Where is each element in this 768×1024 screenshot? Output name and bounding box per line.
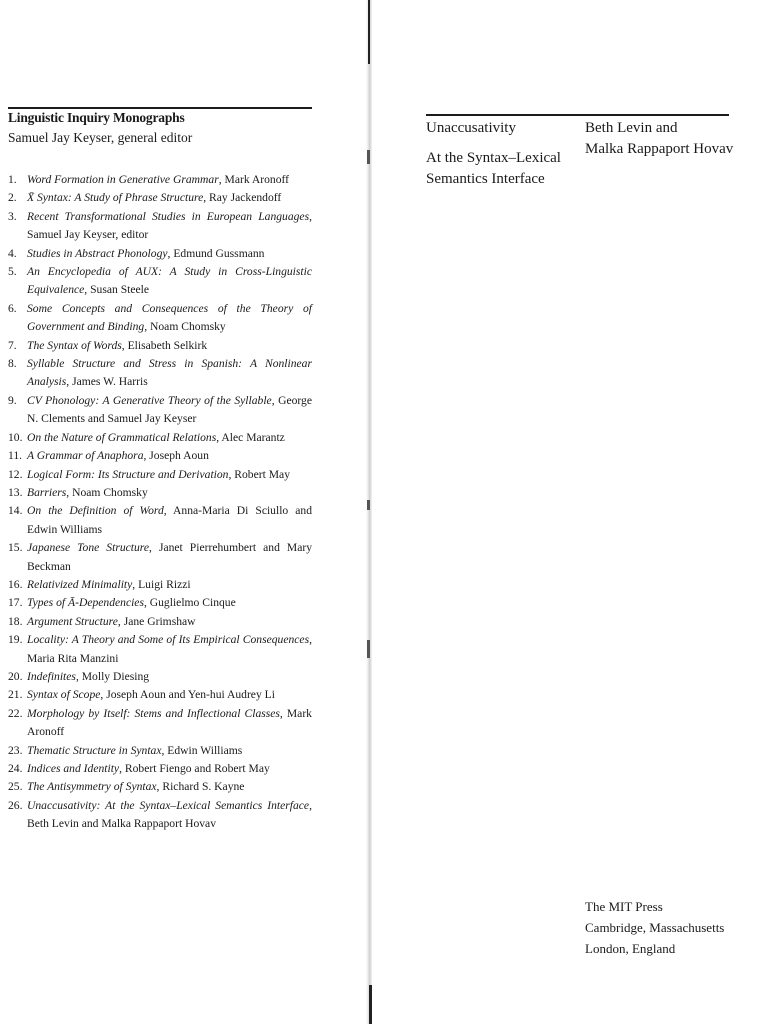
monograph-title: On the Nature of Grammatical Relations (27, 430, 217, 444)
monograph-item (8, 594, 312, 612)
monograph-title: Studies in Abstract Phonology (27, 246, 168, 260)
monograph-author: , Mark Aronoff (27, 706, 312, 739)
monograph-author: , George N. Clements and Samuel Jay Keyser (27, 393, 312, 426)
monograph-item (8, 686, 312, 704)
monograph-number: 7. (8, 338, 17, 352)
monograph-author: , Robert May (228, 467, 290, 481)
monograph-author: , Noam Chomsky (144, 320, 226, 334)
monograph-title: Some Concepts and Consequences of the Theory of Government and Binding (27, 301, 312, 334)
monograph-number: 25. (8, 780, 23, 794)
monograph-item (8, 447, 312, 465)
monograph-author: , Janet Pierrehumbert and Mary Beckman (27, 541, 313, 573)
monograph-author: , Alec Marantz (216, 430, 285, 444)
title-rule (426, 114, 729, 116)
monograph-title: CV Phonology: A Generative Theory of the Syllable (27, 393, 272, 407)
book-authors (585, 118, 755, 160)
monograph-item (8, 539, 312, 576)
publisher-imprint (585, 896, 724, 959)
monograph-item (8, 576, 312, 594)
monograph-number: 9. (8, 393, 17, 407)
monograph-author: , Robert Fiengo and Robert May (119, 762, 270, 775)
monograph-item (8, 631, 312, 668)
monograph-title: Argument Structure (27, 614, 118, 628)
monograph-item (8, 208, 312, 245)
monograph-author: , Maria Rita Manzini (27, 633, 312, 665)
book-subtitle-line-2: Semantics Interface (426, 171, 545, 187)
monograph-title: Japanese Tone Structure (27, 541, 150, 555)
monograph-author: , Molly Diesing (75, 669, 150, 683)
monograph-item (8, 171, 312, 189)
monograph-author: , Richard S. Kayne (156, 780, 245, 794)
author-line-2: Malka Rappaport Hovav (585, 141, 734, 157)
monograph-number: 24. (8, 762, 23, 775)
monograph-number: 6. (8, 301, 17, 315)
monograph-title: A Grammar of Anaphora (27, 449, 144, 463)
book-title (426, 118, 576, 190)
left-page (0, 0, 368, 1024)
series-title: Linguistic Inquiry Monographs (8, 110, 185, 125)
monograph-item (8, 668, 312, 686)
monograph-item (8, 742, 312, 760)
monograph-number: 13. (8, 485, 23, 499)
monograph-number: 8. (8, 357, 17, 371)
monograph-number: 19. (8, 633, 23, 647)
monograph-item (8, 705, 312, 742)
book-subtitle-line-1: At the Syntax–Lexical (426, 150, 561, 166)
publisher-city-2: London, England (585, 941, 676, 956)
monograph-author: , Edmund Gussmann (167, 246, 265, 260)
monograph-item (8, 760, 312, 778)
monograph-item (8, 797, 312, 834)
monograph-title: Types of Ā-Dependencies (27, 596, 144, 610)
monograph-author: , Susan Steele (84, 283, 150, 297)
monograph-title: Barriers (27, 485, 67, 499)
monograph-author: , Guglielmo Cinque (143, 596, 236, 610)
gutter-shadow-top (368, 0, 370, 64)
monograph-item (8, 337, 312, 355)
monograph-list (8, 171, 312, 834)
gutter-speck (367, 500, 370, 510)
monograph-item (8, 392, 312, 429)
monograph-title: The Antisymmetry of Syntax (27, 780, 157, 794)
monograph-author: , Edwin Williams (161, 743, 243, 757)
monograph-author: , Jane Grimshaw (117, 614, 196, 628)
monograph-number: 1. (8, 173, 17, 186)
monograph-number: 10. (8, 430, 23, 444)
monograph-title: The Syntax of Words (27, 338, 122, 352)
monograph-author: , Samuel Jay Keyser, editor (27, 209, 312, 242)
monograph-title: Logical Form: Its Structure and Derivation (27, 467, 229, 481)
monograph-title: Relativized Minimality (27, 577, 133, 591)
monograph-author: , Joseph Aoun and Yen-hui Audrey Li (100, 688, 275, 702)
monograph-number: 2. (8, 191, 17, 205)
monograph-item (8, 189, 312, 207)
book-title-main: Unaccusativity (426, 120, 516, 136)
monograph-title: Locality: A Theory and Some of Its Empirical Consequences (27, 633, 310, 647)
monograph-author: , Noam Chomsky (66, 485, 148, 499)
monograph-number: 3. (8, 209, 17, 223)
monograph-author: , Elisabeth Selkirk (121, 338, 208, 352)
monograph-title: X̄ Syntax: A Study of Phrase Structure (27, 191, 204, 205)
monograph-author: , Joseph Aoun (143, 449, 209, 463)
monograph-number: 16. (8, 577, 23, 591)
monograph-number: 12. (8, 467, 23, 481)
monograph-title: Thematic Structure in Syntax (27, 743, 162, 757)
author-line-1: Beth Levin and (585, 120, 678, 136)
gutter-speck (367, 150, 370, 164)
monograph-number: 4. (8, 246, 17, 260)
monograph-item (8, 613, 312, 631)
monograph-item (8, 355, 312, 392)
monograph-number: 17. (8, 596, 23, 610)
monograph-title: Syllable Structure and Stress in Spanish: A Nonlinear Analysis (27, 357, 312, 389)
monograph-number: 5. (8, 265, 17, 279)
monograph-number: 22. (8, 706, 23, 720)
monograph-author: , Ray Jackendoff (203, 191, 282, 205)
monograph-number: 20. (8, 669, 23, 683)
publisher-city-1: Cambridge, Massachusetts (585, 920, 725, 935)
monograph-item (8, 245, 312, 263)
monograph-author: , Luigi Rizzi (132, 577, 191, 591)
monograph-title: Indefinites (27, 669, 76, 683)
monograph-title: Morphology by Itself: Stems and Inflectional Classes (27, 706, 280, 720)
series-editor: Samuel Jay Keyser, general editor (8, 130, 193, 145)
monograph-title: Word Formation in Generative Grammar (27, 173, 219, 186)
monograph-item (8, 300, 312, 337)
monograph-title: Indices and Identity (27, 762, 120, 775)
monograph-item (8, 778, 312, 796)
monograph-number: 21. (8, 688, 23, 702)
monograph-number: 14. (8, 504, 23, 518)
monograph-title: An Encyclopedia of AUX: A Study in Cross-Linguistic Equivalence (27, 265, 312, 297)
publisher-name: The MIT Press (585, 899, 663, 914)
monograph-number: 26. (8, 798, 23, 812)
gutter-speck (367, 640, 370, 658)
monograph-author: , Anna-Maria Di Sciullo and Edwin Williams (27, 504, 312, 536)
monograph-number: 15. (8, 541, 23, 555)
monograph-title: Unaccusativity: At the Syntax–Lexical Semantics Interface (27, 798, 310, 812)
monograph-number: 11. (8, 449, 23, 463)
monograph-item (8, 263, 312, 300)
monograph-title: On the Definition of Word (27, 504, 164, 518)
monograph-author: , Beth Levin and Malka Rappaport Hovav (27, 798, 312, 831)
monograph-item (8, 429, 312, 447)
series-header-rule (8, 107, 312, 109)
monograph-title: Recent Transformational Studies in European Languages (27, 209, 310, 223)
monograph-item (8, 466, 312, 484)
monograph-author: , Mark Aronoff (218, 173, 290, 186)
monograph-number: 18. (8, 614, 23, 628)
monograph-item (8, 502, 312, 539)
monograph-author: , James W. Harris (66, 375, 148, 389)
monograph-item (8, 484, 312, 502)
monograph-title: Syntax of Scope (27, 688, 101, 702)
monograph-number: 23. (8, 743, 23, 757)
